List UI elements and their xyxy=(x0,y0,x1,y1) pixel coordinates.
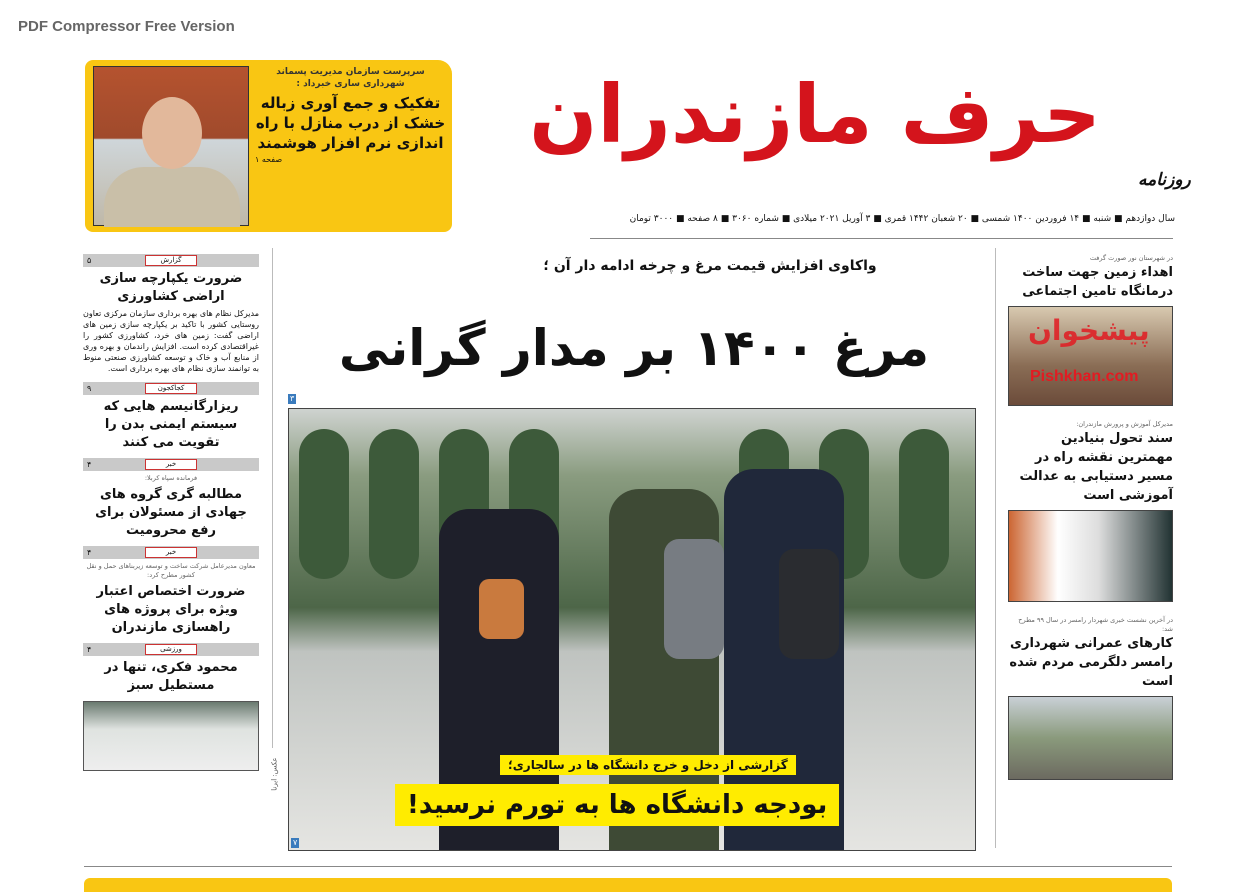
section-tag: خبر xyxy=(145,459,197,470)
sports-photo xyxy=(83,701,259,771)
section-tag: خبر xyxy=(145,547,197,558)
article-kicker: معاون مدیرعامل شرکت ساخت و توسعه زیربناهای حمل و نقل کشور مطرح کرد: xyxy=(86,562,256,579)
article-headline[interactable]: ضرورت اختصاص اعتبار ویژه برای پروژه های راهسازی مازندران xyxy=(96,584,246,635)
sub-headline[interactable]: بودجه دانشگاه ها به تورم نرسید! xyxy=(395,784,839,826)
article-kicker: مدیرکل آموزش و پرورش مازندران: xyxy=(1076,420,1173,428)
promo-title: تفکیک و جمع آوری زباله خشک از درب منازل با راه اندازی نرم افزار هوشمند xyxy=(255,94,446,152)
article-photo xyxy=(1008,696,1173,780)
promo-photo xyxy=(93,66,249,226)
article-headline[interactable]: ریزارگانیسم هایی که سیستم ایمنی بدن را تقویت می کنند xyxy=(103,399,239,450)
page-number: ۴ xyxy=(87,645,92,654)
masthead-subtitle: روزنامه xyxy=(1138,170,1191,190)
article-headline[interactable]: مطالبه گری گروه های جهادی از مسئولان برای رفع محرومیت xyxy=(95,487,247,538)
column-divider xyxy=(995,248,996,848)
article-body: مدیرکل نظام های بهره برداری سازمان مرکزی تعاون روستایی کشور با تاکید بر یکپارچه سازی زمین های اراضی گفت: زمین های خرد، کشاورزی کشور را غیراقتصادی کرده است. افزایش راندمان و بهره وری از منابع آب و خاک و توسعه کشاورزی صنعتی منوط به توانمند سازی نظام های بهره برداری است. xyxy=(82,309,259,373)
watermark-logo: پیشخوان xyxy=(1028,314,1150,347)
article-headline[interactable]: اهداء زمین جهت ساخت درمانگاه تامین اجتماعی xyxy=(1022,265,1173,299)
left-column xyxy=(83,248,259,771)
article-kicker: در شهرستان نور صورت گرفت xyxy=(1089,254,1173,262)
article-photo xyxy=(1008,510,1173,602)
promo-kicker: سرپرست سازمان مدیریت پسماند شهرداری ساری خبرداد : xyxy=(276,67,425,89)
divider xyxy=(590,238,1173,239)
photo-page: ۷ xyxy=(293,838,298,847)
column-divider xyxy=(272,248,273,748)
article-kicker: در آخرین نشست خبری شهردار رامسر در سال ۹۹ مطرح شد: xyxy=(1018,616,1173,633)
watermark-url: Pishkhan.com xyxy=(1030,368,1139,385)
article-headline[interactable]: محمود فکری، تنها در مستطیل سبز xyxy=(104,660,238,693)
page-number: ۴ xyxy=(87,548,92,557)
promo-page: صفحه ۱ xyxy=(255,155,283,164)
article-headline[interactable]: سند تحول بنیادین مهمترین نقشه راه در مسیر دستیابی به عدالت آموزشی است xyxy=(1019,431,1173,503)
article-headline[interactable]: کارهای عمرانی شهرداری رامسر دلگرمی مردم شده است xyxy=(1009,636,1173,689)
section-tag: ورزشی xyxy=(145,644,197,655)
article-headline[interactable]: ضرورت یکپارچه سازی اراضی کشاورزی xyxy=(99,271,243,304)
page-number: ۵ xyxy=(87,256,92,265)
dateline: سال دوازدهم ■ شنبه ■ ۱۴ فروردین ۱۴۰۰ شمسی ■ ۲۰ شعبان ۱۴۴۲ قمری ■ ۳ آوریل ۲۰۲۱ میلادی ■ شماره ۳۰۶۰ ■ ۸ صفحه ■ ۳۰۰۰ تومان xyxy=(629,214,1175,224)
page-marker: ۳ xyxy=(290,394,295,403)
lead-kicker: واکاوی افزایش قیمت مرغ و چرخه ادامه دار آن ؛ xyxy=(543,258,877,274)
photo-credit: عکس: ایرنا xyxy=(270,757,279,791)
app-label: PDF Compressor Free Version xyxy=(18,18,235,35)
lead-headline[interactable]: مرغ ۱۴۰۰ بر مدار گرانی xyxy=(338,319,930,377)
page-number: ۴ xyxy=(87,460,92,469)
divider xyxy=(84,866,1172,867)
section-tag: کجاکجون xyxy=(145,383,197,394)
masthead-logo: حرف مازندران xyxy=(529,68,1101,161)
sub-kicker: گزارشی از دخل و خرج دانشگاه ها در سالجاری؛ xyxy=(500,755,796,775)
promo-box[interactable] xyxy=(85,60,452,232)
footer-band xyxy=(84,878,1172,892)
page-number: ۹ xyxy=(87,384,92,393)
article-kicker: فرمانده سپاه کربلا: xyxy=(144,474,198,482)
section-tag: گزارش xyxy=(145,255,197,266)
